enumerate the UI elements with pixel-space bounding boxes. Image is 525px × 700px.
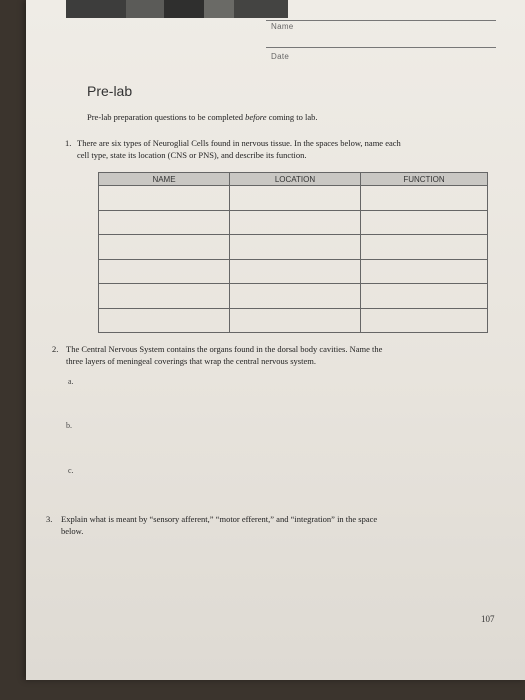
- table-row: [99, 308, 488, 333]
- answer-label-b: b.: [66, 421, 72, 430]
- question-1-line1: There are six types of Neuroglial Cells found in nervous tissue. In the spaces below, name each: [77, 138, 401, 148]
- date-line: [266, 47, 496, 48]
- answer-label-c: c.: [68, 466, 74, 475]
- location-cell[interactable]: [230, 186, 361, 211]
- question-1-line2: cell type, state its location (CNS or PNS), and describe its function.: [77, 150, 307, 160]
- function-cell[interactable]: [361, 259, 488, 284]
- header-function: FUNCTION: [361, 173, 488, 186]
- date-label: Date: [271, 52, 290, 61]
- location-cell[interactable]: [230, 308, 361, 333]
- question-1: [65, 137, 495, 161]
- name-line: [266, 20, 496, 21]
- header-photo-strip: [66, 0, 288, 18]
- header-name: NAME: [99, 173, 230, 186]
- name-cell[interactable]: [99, 284, 230, 309]
- page-number: 107: [481, 614, 495, 624]
- intro-text: Pre-lab preparation questions to be completed before coming to lab.: [87, 112, 318, 122]
- function-cell[interactable]: [361, 308, 488, 333]
- name-cell[interactable]: [99, 186, 230, 211]
- answer-label-a: a.: [68, 377, 74, 386]
- name-cell[interactable]: [99, 259, 230, 284]
- location-cell[interactable]: [230, 210, 361, 235]
- question-2-line1: The Central Nervous System contains the organs found in the dorsal body cavities. Name the: [66, 344, 383, 354]
- question-3: [46, 513, 496, 537]
- table-row: [99, 186, 488, 211]
- table-row: [99, 235, 488, 260]
- question-2-number: 2.: [52, 344, 59, 354]
- neuroglia-table: [98, 172, 488, 333]
- function-cell[interactable]: [361, 210, 488, 235]
- page-title: Pre-lab: [87, 83, 133, 99]
- question-3-line2: below.: [61, 526, 84, 536]
- table-row: [99, 284, 488, 309]
- header-location: LOCATION: [230, 173, 361, 186]
- worksheet-page: [26, 0, 525, 680]
- function-cell[interactable]: [361, 284, 488, 309]
- name-label: Name: [271, 22, 294, 31]
- table-header-row: [99, 173, 488, 186]
- name-cell[interactable]: [99, 308, 230, 333]
- question-3-number: 3.: [46, 514, 53, 524]
- location-cell[interactable]: [230, 284, 361, 309]
- question-3-line1: Explain what is meant by “sensory afferent,” “motor efferent,” and “integration” in the space: [61, 514, 378, 524]
- table-row: [99, 259, 488, 284]
- function-cell[interactable]: [361, 186, 488, 211]
- question-2: [52, 343, 492, 367]
- location-cell[interactable]: [230, 235, 361, 260]
- name-cell[interactable]: [99, 235, 230, 260]
- location-cell[interactable]: [230, 259, 361, 284]
- function-cell[interactable]: [361, 235, 488, 260]
- table-row: [99, 210, 488, 235]
- question-2-line2: three layers of meningeal coverings that wrap the central nervous system.: [66, 356, 316, 366]
- name-cell[interactable]: [99, 210, 230, 235]
- question-1-number: 1.: [65, 138, 72, 148]
